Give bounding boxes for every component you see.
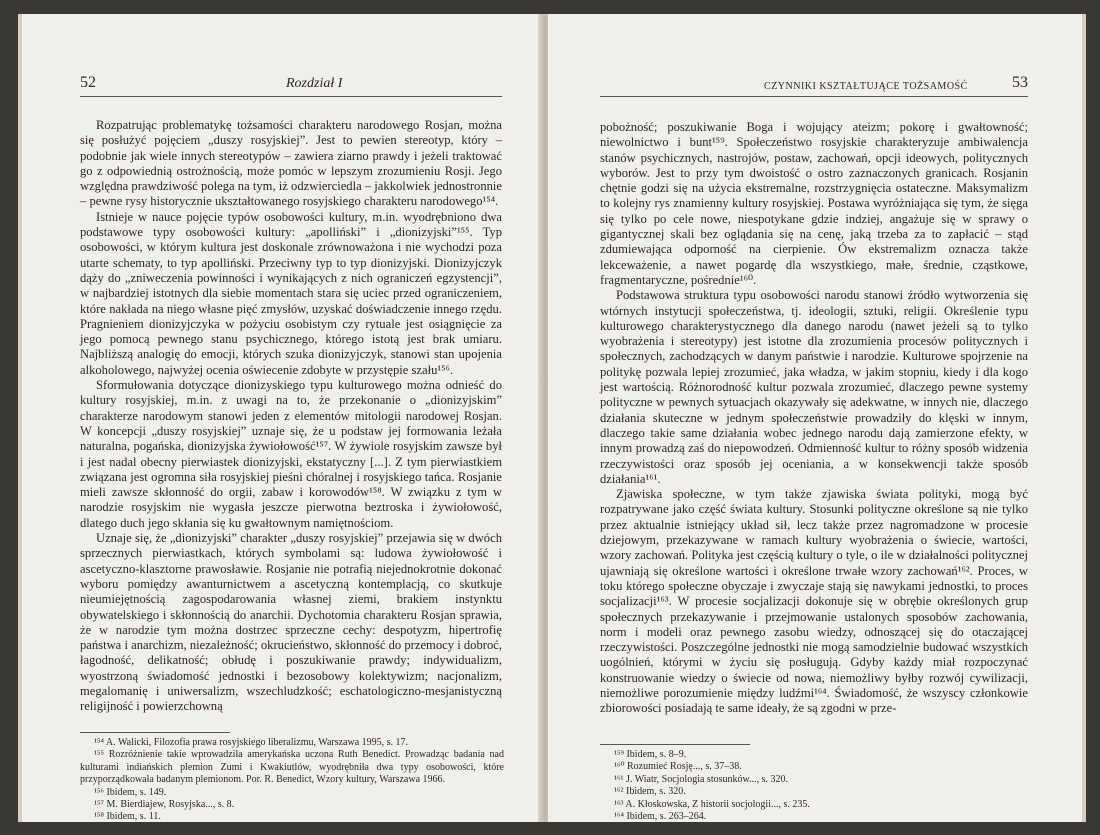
right-running-head: CZYNNIKI KSZTAŁTUJĄCE TOŻSAMOŚĆ: [764, 81, 968, 92]
paragraph: Zjawiska społeczne, w tym także zjawiska świata polityki, mogą być rozpatrywane jako część świata kultury. Stosunki polityczne określone są nie tylko przez aktualnie istniejący układ sił, lecz także przez nagromadzone w procesie dziejowym, przekazywane w ramach kultury wyobrażenia o świecie, wartości, wzory zachowań. Polityka jest częścią kultury o tyle, o ile w działalności politycznej ujawniają się określone wartości i określone trwałe wzory zachowań¹⁶². Proces, w toku którego społeczne obyczaje i zwyczaje stają się nawykami jednostki, to proces socjalizacji¹⁶³. W procesie socjalizacji dokonuje się w obrębie określonych grup społecznych przekazywanie i przejmowanie ustalonych sposobów zachowania, norm i modeli oraz pewnego zasobu wiedzy, odnoszącej się do otaczającej rzeczywistości. Poszczególne jednostki nie mogą samodzielnie budować wszystkich uogólnień, którymi w życiu się posługują. Gdyby każdy miał rozpoczynać konstruowanie wiedzy o świecie od nowa, niemożliwy byłby rozwój cywilizacji, niemożliwe porozumienie między ludźmi¹⁶⁴. Świadomość, że wszyscy członkowie zbiorowości posiadają te same ideały, że są zgodni w prze-: [600, 487, 1028, 716]
footnote: ¹⁶⁰ Rozumieć Rosję..., s. 37–38.: [614, 761, 742, 773]
left-page: [22, 14, 544, 822]
left-running-header: [80, 74, 502, 97]
footnote: ¹⁵⁴ A. Walicki, Filozofia prawa rosyjskiego liberalizmu, Warszawa 1995, s. 17.: [94, 737, 409, 748]
footnote: ¹⁶³ A. Kłoskowska, Z historii socjologii..., s. 235.: [614, 798, 810, 810]
footnote: ¹⁶² Ibidem, s. 320.: [614, 786, 686, 798]
right-footnotes: [600, 744, 810, 822]
footnote: ¹⁵⁹ Ibidem, s. 8–9.: [614, 749, 687, 760]
paragraph: Rozpatrując problematykę tożsamości charakteru narodowego Rosjan, można się posłużyć pojęciem „duszy rosyjskiej”. Jest to pewien stereotyp, który – podobnie jak wiele innych stereotypów – zawiera ziarno prawdy i jeżeli traktować go z odpowiednią ostrożnością, może pomóc w lepszym zrozumieniu Rosji. Jego względna prawdziwość polega na tym, iż odzwierciedla – jakkolwiek jednostronnie – pewne rysy historycznie ukształtowanego rosyjskiego charakteru narodowego¹⁵⁴.: [80, 118, 502, 209]
footnote: ¹⁶⁴ Ibidem, s. 263–264.: [614, 811, 707, 822]
right-body-text: [600, 120, 1028, 717]
page-edge-right: [1082, 14, 1086, 822]
paragraph: Uznaje się, że „dionizyjski” charakter „duszy rosyjskiej” przejawia się w dwóch sprzecznych pierwiastkach, których symbolami są: ludowa żywiołowość i ascetyczno-klasztorne prawosławie. Rosjanie nie potrafią niejednokrotnie dokonać wyboru pomiędzy awanturnictwem a ascetyczną kontemplacją, co skutkuje nieumiejętnością zagospodarowania własnej ziemi, brakiem instynktu obywatelskiego i skłonnością do anarchii. Dychotomia charakteru Rosjan sprawia, że w narodzie tym można dostrzec sprzeczne cechy: despotyzm, hipertrofię państwa i anarchizm, niezależność; okrucieństwo, skłonność do przemocy i dobroć, łagodność, delikatność; obłudę i poszukiwanie prawdy; indywidualizm, wyostrzoną świadomość jednostki i bezosobowy kolektywizm; nacjonalizm, megalomanię i uniwersalizm, wszechludzkość; eschatologiczno-mesjanistyczną religijność i powierzchowną: [80, 531, 502, 714]
footnote: ¹⁵⁸ Ibidem, s. 11.: [94, 811, 161, 822]
left-footnotes: [80, 732, 504, 822]
left-page-number: 52: [80, 74, 96, 91]
paragraph: Istnieje w nauce pojęcie typów osobowości kultury, m.in. wyodrębniono dwa podstawowe typy osobowości kultury: „apolliński” i „dionizyjski”¹⁵⁵. Typ osobowości, w którym kultura jest doskonale zrównoważona i nie wychodzi poza utarte schematy, to typ apolliński. Przeciwny typ to typ dionizyjski. Dionizyjczyk dąży do „zniweczenia powinności i wynikających z nich ograniczeń egzystencji”, w najbardziej istotnych dla siebie momentach stara się uciec przed ograniczeniem, które nakłada na niego własne pięć zmysłów, uzyskać doświadczenie innego rzędu. Pragnieniem dionizyjczyka w pożyciu osobistym czy rytuale jest osiągnięcie za jego pomocą pewnego stanu psychicznego, którego istotą jest brak umiaru. Najbliższą analogię do emocji, których szuka dionizyjczyk, stanowi stan upojenia alkoholowego, najwyżej ocenia oświecenie zdobyte w przystępie szału¹⁵⁶.: [80, 209, 502, 377]
paragraph: Podstawowa struktura typu osobowości narodu stanowi źródło wytworzenia się wtórnych instytucji społeczeństwa, tj. ideologii, sztuki, religii. Określenie typu kulturowego charakterystycznego dla danego narodu (nawet jeżeli są to tylko wyobrażenia i stereotypy) jest istotne dla zrozumienia procesów politycznych i społecznych, zachodzących w danym państwie i narodzie. Kulturowe spojrzenie na politykę pozwala lepiej zrozumieć, jaka władza, w jakim stopniu, kiedy i dla kogo jest wartością. Różnorodność kultur pozwala zrozumieć, dlaczego pewne systemy polityczne w pewnych sytuacjach okazywały się adekwatne, w innych nie, dlaczego działania skuteczne w jednym społeczeństwie prowadziły do klęski w innym, dlaczego takie same działania wobec jednego narodu dają zamierzone efekty, w innym prowadzą zaś do niepowodzeń. Odmienność kultur to różny sposób widzenia rzeczywistości oraz sposób jej oceniania, a w konsekwencji także sposób działania¹⁶¹.: [600, 288, 1028, 486]
left-body-text: [80, 118, 502, 715]
footnote: ¹⁵⁵ Rozróżnienie takie wprowadziła amerykańska uczona Ruth Benedict. Prowadząc badania nad kulturami indiańskich plemion Zumi i Kwakiutlów, wyodrębniła dwa typy osobowości, które przyporządkowała badanym plemionom. Por. R. Benedict, Wzory kultury, Warszawa 1966.: [80, 749, 504, 786]
left-running-head: Rozdział I: [286, 76, 343, 91]
footnote: ¹⁵⁶ Ibidem, s. 149.: [94, 786, 167, 798]
right-running-header: [600, 74, 1028, 97]
paragraph: Sformułowania dotyczące dionizyskiego typu kulturowego można odnieść do kultury rosyjskiej, m.in. z uwagi na to, że przekonanie o „dionizyjskim” charakterze narodowym stanowi jeden z elementów mitologii narodowej Rosjan. W koncepcji „duszy rosyjskiej” uznaje się, że u podstaw jej formowania leżała naturalna, pogańska, dionizyjska żywiołowość¹⁵⁷. W żywiole rosyjskim zawsze był i jest nadal obecny pierwiastek dionizyjski, ekstatyczny [...]. Z tym pierwiastkiem związana jest ogromna siła rosyjskiej pieśni chóralnej i rosyjskiego tańca. Rosjanie mieli zawsze skłonność do orgii, zabaw i korowodów¹⁵⁸. W związku z tym w narodzie rosyjskim nie wygasła jeszcze pierwotna beztroska i żywiołowość, dlatego duch jego skłania się ku gwałtownym namiętnościom.: [80, 378, 502, 530]
footnote: ¹⁶¹ J. Wiatr, Socjologia stosunków..., s. 320.: [614, 773, 788, 785]
footnote: ¹⁵⁷ M. Bierdiajew, Rosyjska..., s. 8.: [94, 799, 235, 811]
right-page: [548, 14, 1082, 822]
right-page-number: 53: [1012, 74, 1028, 91]
paragraph: pobożność; poszukiwanie Boga i wojujący ateizm; pokorę i gwałtowność; niewolnictwo i bunt¹⁵⁹. Społeczeństwo rosyjskie charakteryzuje ambiwalencja stanów psychicznych, nastrojów, postaw, zachowań, opcji ideowych, politycznych wyborów. Jest to przy tym dwoistość o ostro zaznaczonych granicach. Rosjanin chętnie godzi się na użycia ekstremalne, rozstrzygnięcia ostateczne. Maksymalizm to kolejny rys znamienny kultury rosyjskiej. Postawa wyróżniająca się tym, że sięga się tylko po cele nowe, niespotykane gdzie indziej, angażuje się w sprawy o gigantycznej skali bez oglądania się na cenę, jaką trzeba za to zapłacić – stąd zdumiewająca odporność na cierpienie. Ów ekstremalizm oznacza także lekceważenie, a nawet pogardę dla wszystkiego, małe, średnie, cząstkowe, fragmentaryczne, pośrednie¹⁶⁰.: [600, 120, 1028, 287]
